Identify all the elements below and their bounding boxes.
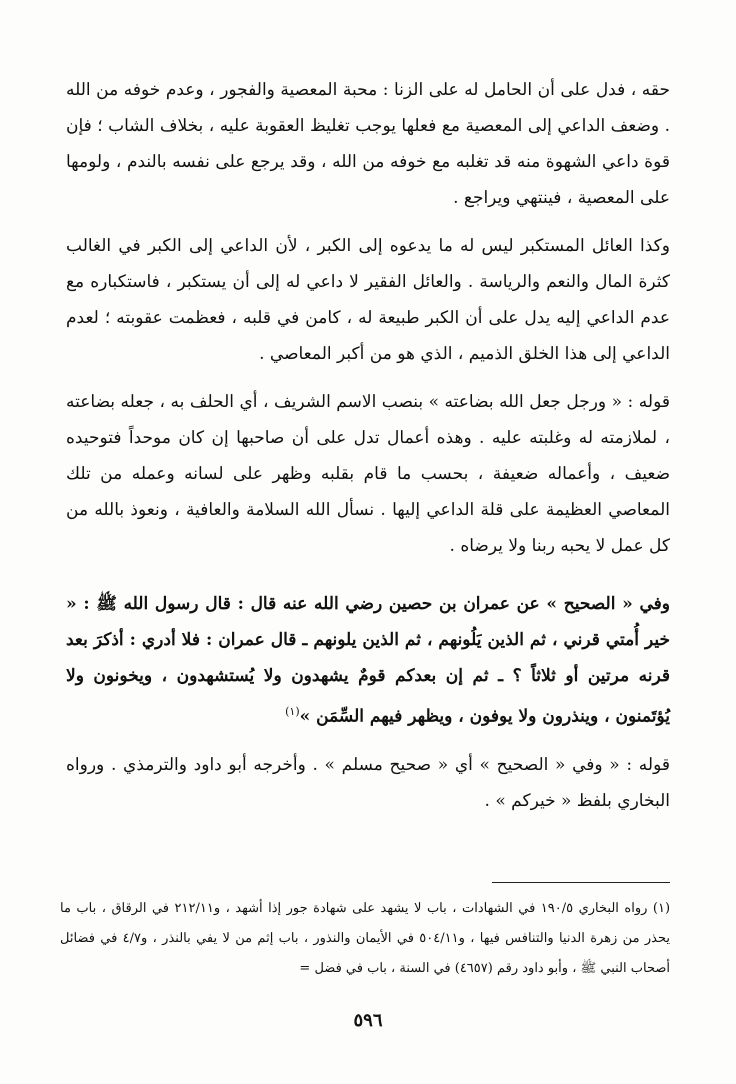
hadith-paragraph xyxy=(66,586,670,735)
footnote-marker[interactable]: (١) xyxy=(285,705,300,718)
paragraph-1: حقه ، فدل على أن الحامل له على الزنا : محبة المعصية والفجور ، وعدم خوفه من الله . وضعف الداعي إلى المعصية مع فعلها يوجب تغليظ العقوبة عليه ، بخلاف الشاب ؛ فإن قوة داعي الشهوة منه قد تغلبه مع خوفه من الله ، وقد يرجع على نفسه بالندم ، ولومها على المعصية ، فينتهي ويراجع . xyxy=(66,80,670,208)
footnote-separator xyxy=(492,882,670,883)
closing-paragraph: قوله : « وفي « الصحيح » أي « صحيح مسلم » . وأخرجه أبو داود والترمذي . ورواه البخاري بلفظ « خيركم » . xyxy=(66,754,670,811)
footnote-text: (١) رواه البخاري ١٩٠/٥ في الشهادات ، باب لا يشهد على شهادة جور إذا أشهد ، و٢١٢/١١ في الرقاق ، باب ما يحذر من زهرة الدنيا والتنافس فيها ، و٥٠٤/١١ في الأيمان والنذور ، باب إثم من لا يفي بالنذر ، و٤/٧ في فضائل أصحاب النبي ﷺ ، وأبو داود رقم (٤٦٥٧) في السنة ، باب في فضل = xyxy=(60,901,671,976)
paragraph-3: قوله : « ورجل جعل الله بضاعته » بنصب الاسم الشريف ، أي الحلف به ، جعله بضاعته ، لملازمته له وغلبته عليه . وهذه أعمال تدل على أن صاحبها إن كان موحداً فتوحيده ضعيف ، وأعماله ضعيفة ، بحسب ما قام بقلبه وظهر على لسانه وعمله من تلك المعاصي العظيمة على قلة الداعي إليها . نسأل الله السلامة والعافية ، ونعوذ بالله من كل عمل لا يحبه ربنا ولا يرضاه . xyxy=(66,392,670,556)
hadith-text: وفي « الصحيح » عن عمران بن حصين رضي الله عنه قال : قال رسول الله ﷺ : « خير أُمتي قرني ، ثم الذين يَلُونهم ، ثم الذين يلونهم ـ قال عمران : فلا أدري : أذكرَ بعد قرنه مرتين أو ثلاثاً ؟ ـ ثم إن بعدكم قومٌ يشهدون ولا يُستشهدون ، ويخونون ولا يُؤتَمنون ، وينذرون ولا يوفون ، ويظهر فيهم السِّمَن » xyxy=(66,594,670,727)
page-number: ٥٩٦ xyxy=(353,1010,383,1031)
paragraph-2: وكذا العائل المستكبر ليس له ما يدعوه إلى الكبر ، لأن الداعي إلى الكبر في الغالب كثرة المال والنعم والرياسة . والعائل الفقير لا داعي له إلى أن يستكبر ، فاستكباره مع عدم الداعي إليه يدل على أن الكبر طبيعة له ، كامن في قلبه ، فعظمت عقوبته ؛ لعدم الداعي إلى هذا الخلق الذميم ، الذي هو من أكبر المعاصي . xyxy=(66,236,671,364)
footnote-area xyxy=(60,894,670,984)
main-text xyxy=(66,72,670,819)
